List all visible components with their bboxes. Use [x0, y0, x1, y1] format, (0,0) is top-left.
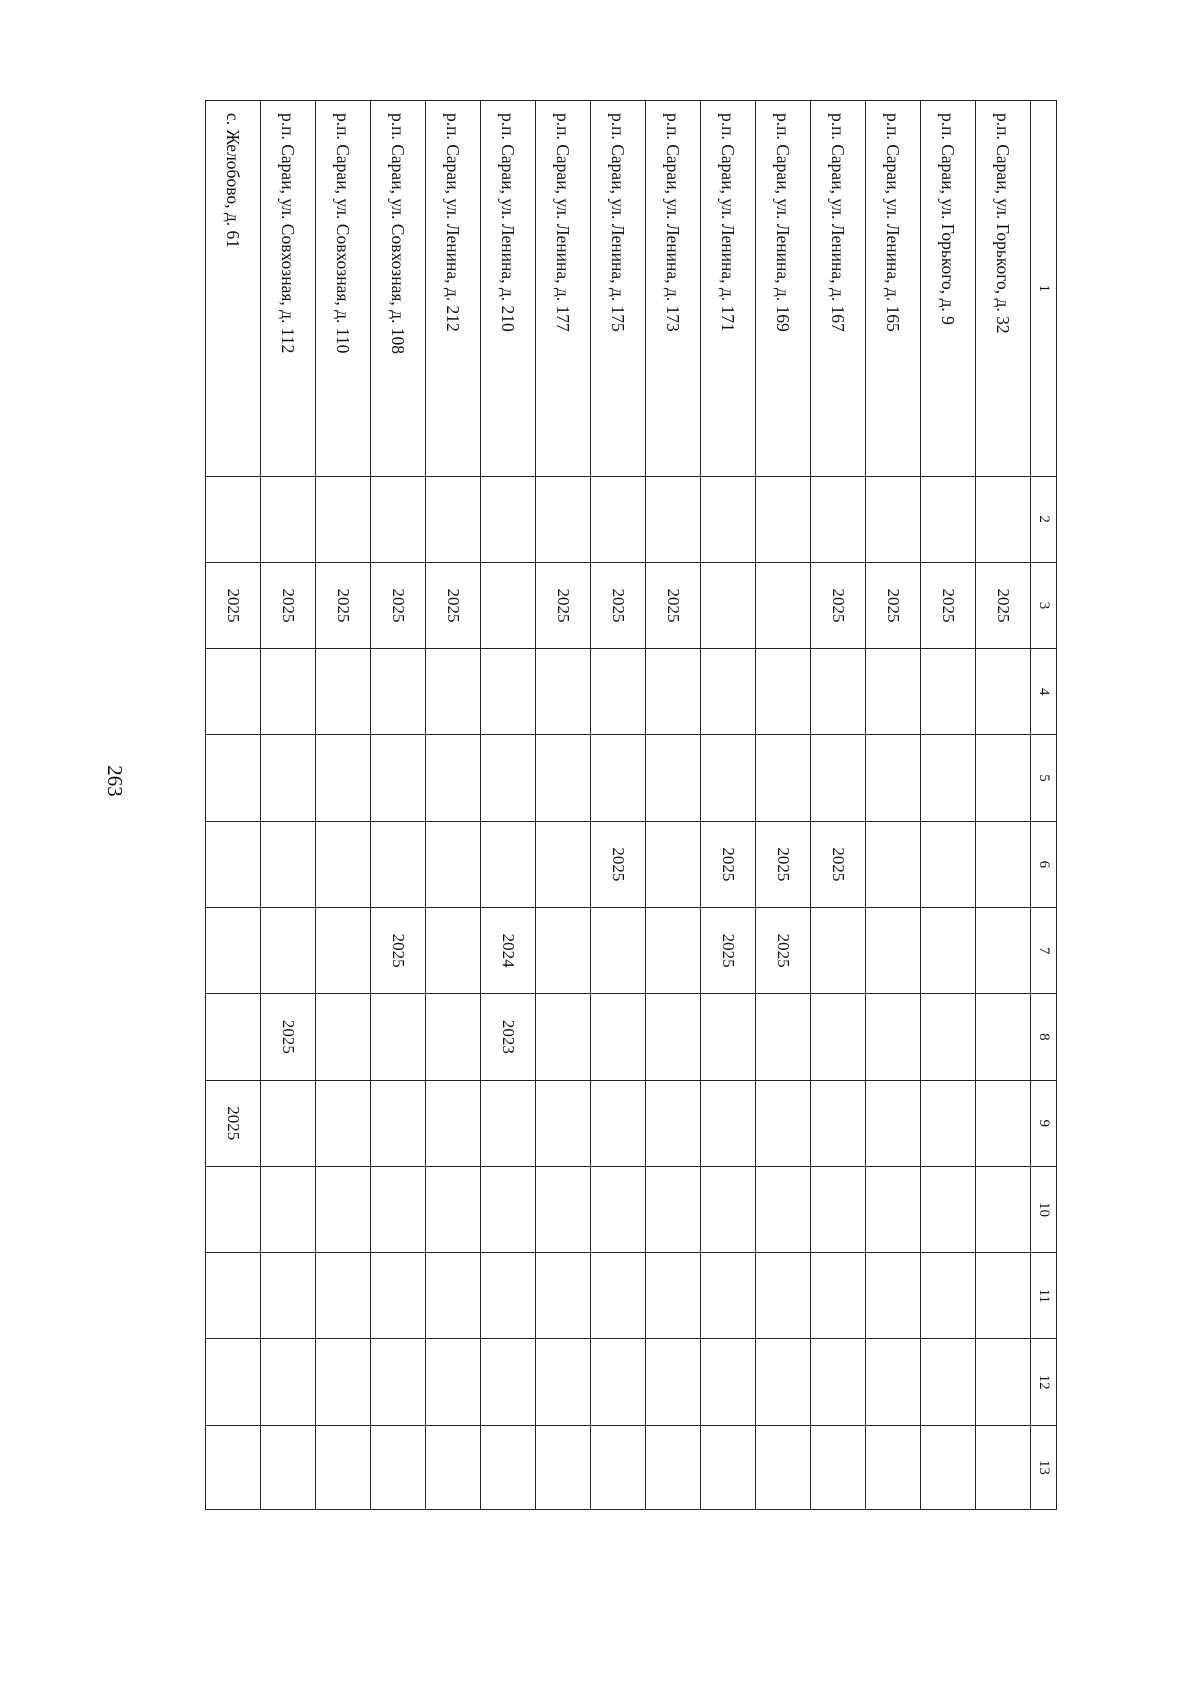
year-cell-col-8: [921, 994, 976, 1080]
year-cell-col-10: [756, 1166, 811, 1252]
year-cell-col-7: [536, 907, 591, 993]
year-cell-col-2: [921, 476, 976, 562]
year-cell-col-4: [206, 649, 261, 735]
year-cell-col-2: [206, 476, 261, 562]
year-cell-col-5: [261, 735, 316, 821]
year-cell-col-6: 2025: [591, 821, 646, 907]
year-cell-col-5: [206, 735, 261, 821]
table-row: [426, 101, 481, 1510]
year-cell-col-4: [701, 649, 756, 735]
year-cell-col-11: [206, 1253, 261, 1339]
table-row: [371, 101, 426, 1510]
year-cell-col-9: [316, 1080, 371, 1166]
year-cell-col-4: [371, 649, 426, 735]
year-cell-col-8: [316, 994, 371, 1080]
year-cell-col-13: [976, 1425, 1031, 1509]
year-cell-col-9: [261, 1080, 316, 1166]
year-cell-col-10: [371, 1166, 426, 1252]
year-cell-col-13: [701, 1425, 756, 1509]
year-cell-col-8: [811, 994, 866, 1080]
year-cell-col-2: [316, 476, 371, 562]
year-cell-col-6: [316, 821, 371, 907]
year-cell-col-2: [756, 476, 811, 562]
year-cell-col-2: [481, 476, 536, 562]
year-cell-col-5: [646, 735, 701, 821]
table-row: [866, 101, 921, 1510]
table-row: [261, 101, 316, 1510]
year-cell-col-6: [426, 821, 481, 907]
year-cell-col-8: [426, 994, 481, 1080]
year-cell-col-6: [481, 821, 536, 907]
year-cell-col-11: [481, 1253, 536, 1339]
year-cell-col-4: [976, 649, 1031, 735]
year-cell-col-2: [646, 476, 701, 562]
year-cell-col-6: [371, 821, 426, 907]
year-cell-col-6: [206, 821, 261, 907]
year-cell-col-10: [976, 1166, 1031, 1252]
column-header-2: 2: [1031, 476, 1057, 562]
year-cell-col-3: 2025: [316, 562, 371, 648]
year-cell-col-9: [866, 1080, 921, 1166]
year-cell-col-4: [426, 649, 481, 735]
year-cell-col-3: 2025: [536, 562, 591, 648]
year-cell-col-2: [701, 476, 756, 562]
year-cell-col-11: [316, 1253, 371, 1339]
year-cell-col-3: [481, 562, 536, 648]
year-cell-col-11: [756, 1253, 811, 1339]
year-cell-col-7: [866, 907, 921, 993]
column-header-4: 4: [1031, 649, 1057, 735]
year-cell-col-2: [811, 476, 866, 562]
year-cell-col-6: [976, 821, 1031, 907]
year-cell-col-8: 2023: [481, 994, 536, 1080]
year-cell-col-7: [921, 907, 976, 993]
address-cell: р.п. Сараи, ул. Ленина, д. 210: [481, 101, 536, 477]
address-cell: р.п. Сараи, ул. Горького, д. 9: [921, 101, 976, 477]
year-cell-col-10: [426, 1166, 481, 1252]
page-number: 263: [103, 765, 127, 797]
year-cell-col-4: [591, 649, 646, 735]
year-cell-col-8: [866, 994, 921, 1080]
year-cell-col-8: [591, 994, 646, 1080]
year-cell-col-5: [316, 735, 371, 821]
year-cell-col-2: [261, 476, 316, 562]
year-cell-col-13: [866, 1425, 921, 1509]
year-cell-col-5: [921, 735, 976, 821]
year-cell-col-9: [701, 1080, 756, 1166]
year-cell-col-6: [261, 821, 316, 907]
year-cell-col-10: [206, 1166, 261, 1252]
year-cell-col-10: [811, 1166, 866, 1252]
year-cell-col-5: [481, 735, 536, 821]
column-header-8: 8: [1031, 994, 1057, 1080]
year-cell-col-13: [206, 1425, 261, 1509]
address-cell: р.п. Сараи, ул. Совхозная, д. 112: [261, 101, 316, 477]
year-cell-col-3: 2025: [811, 562, 866, 648]
year-cell-col-4: [811, 649, 866, 735]
year-cell-col-5: [426, 735, 481, 821]
year-cell-col-6: [536, 821, 591, 907]
year-cell-col-7: 2025: [756, 907, 811, 993]
table-header-row: [1031, 101, 1057, 1510]
table-row: [646, 101, 701, 1510]
year-cell-col-3: 2025: [426, 562, 481, 648]
year-cell-col-11: [811, 1253, 866, 1339]
year-cell-col-12: [591, 1339, 646, 1425]
year-cell-col-4: [866, 649, 921, 735]
year-cell-col-2: [426, 476, 481, 562]
year-cell-col-13: [426, 1425, 481, 1509]
year-cell-col-12: [426, 1339, 481, 1425]
address-cell: р.п. Сараи, ул. Совхозная, д. 110: [316, 101, 371, 477]
year-cell-col-13: [756, 1425, 811, 1509]
year-cell-col-12: [811, 1339, 866, 1425]
table-row: [206, 101, 261, 1510]
year-cell-col-5: [756, 735, 811, 821]
year-cell-col-10: [646, 1166, 701, 1252]
year-cell-col-13: [261, 1425, 316, 1509]
year-cell-col-12: [316, 1339, 371, 1425]
column-header-12: 12: [1031, 1339, 1057, 1425]
year-cell-col-4: [756, 649, 811, 735]
year-cell-col-5: [371, 735, 426, 821]
year-cell-col-13: [316, 1425, 371, 1509]
table-row: [756, 101, 811, 1510]
address-cell: р.п. Сараи, ул. Ленина, д. 175: [591, 101, 646, 477]
year-cell-col-5: [866, 735, 921, 821]
year-cell-col-12: [921, 1339, 976, 1425]
year-cell-col-10: [316, 1166, 371, 1252]
year-cell-col-7: [976, 907, 1031, 993]
year-cell-col-13: [536, 1425, 591, 1509]
year-cell-col-11: [426, 1253, 481, 1339]
year-cell-col-2: [371, 476, 426, 562]
address-cell: р.п. Сараи, ул. Горького, д. 32: [976, 101, 1031, 477]
year-cell-col-7: 2024: [481, 907, 536, 993]
year-cell-col-7: 2025: [371, 907, 426, 993]
year-cell-col-7: [316, 907, 371, 993]
year-cell-col-10: [866, 1166, 921, 1252]
year-cell-col-3: 2025: [646, 562, 701, 648]
year-cell-col-11: [866, 1253, 921, 1339]
year-cell-col-4: [536, 649, 591, 735]
year-cell-col-13: [591, 1425, 646, 1509]
table-row: [701, 101, 756, 1510]
year-cell-col-6: [866, 821, 921, 907]
year-cell-col-8: [206, 994, 261, 1080]
address-cell: р.п. Сараи, ул. Ленина, д. 171: [701, 101, 756, 477]
year-cell-col-10: [481, 1166, 536, 1252]
address-cell: р.п. Сараи, ул. Ленина, д. 165: [866, 101, 921, 477]
year-cell-col-13: [481, 1425, 536, 1509]
year-cell-col-12: [481, 1339, 536, 1425]
year-cell-col-6: 2025: [811, 821, 866, 907]
year-cell-col-12: [701, 1339, 756, 1425]
year-cell-col-11: [976, 1253, 1031, 1339]
year-cell-col-11: [921, 1253, 976, 1339]
year-cell-col-3: 2025: [921, 562, 976, 648]
year-cell-col-5: [701, 735, 756, 821]
year-cell-col-5: [536, 735, 591, 821]
year-cell-col-8: [756, 994, 811, 1080]
year-cell-col-8: [646, 994, 701, 1080]
year-cell-col-2: [976, 476, 1031, 562]
year-cell-col-12: [536, 1339, 591, 1425]
year-cell-col-8: [976, 994, 1031, 1080]
year-cell-col-5: [591, 735, 646, 821]
column-header-13: 13: [1031, 1425, 1057, 1509]
year-cell-col-9: [921, 1080, 976, 1166]
year-cell-col-9: [426, 1080, 481, 1166]
year-cell-col-13: [371, 1425, 426, 1509]
year-cell-col-10: [536, 1166, 591, 1252]
year-cell-col-2: [866, 476, 921, 562]
year-cell-col-9: 2025: [206, 1080, 261, 1166]
document-table-wrapper: [135, 100, 1057, 1510]
year-cell-col-10: [591, 1166, 646, 1252]
year-cell-col-11: [591, 1253, 646, 1339]
year-cell-col-8: 2025: [261, 994, 316, 1080]
year-cell-col-12: [976, 1339, 1031, 1425]
year-cell-col-13: [811, 1425, 866, 1509]
year-cell-col-7: [591, 907, 646, 993]
year-cell-col-3: 2025: [261, 562, 316, 648]
year-cell-col-7: 2025: [701, 907, 756, 993]
year-cell-col-4: [646, 649, 701, 735]
year-cell-col-4: [261, 649, 316, 735]
table-row: [921, 101, 976, 1510]
table-body: [206, 101, 1031, 1510]
year-cell-col-6: [921, 821, 976, 907]
year-cell-col-10: [701, 1166, 756, 1252]
year-cell-col-3: 2025: [591, 562, 646, 648]
year-cell-col-9: [646, 1080, 701, 1166]
year-cell-col-3: 2025: [976, 562, 1031, 648]
column-header-7: 7: [1031, 907, 1057, 993]
year-cell-col-9: [976, 1080, 1031, 1166]
year-cell-col-10: [921, 1166, 976, 1252]
year-cell-col-6: 2025: [756, 821, 811, 907]
year-cell-col-9: [756, 1080, 811, 1166]
year-cell-col-12: [646, 1339, 701, 1425]
year-cell-col-4: [481, 649, 536, 735]
year-cell-col-3: [701, 562, 756, 648]
column-header-9: 9: [1031, 1080, 1057, 1166]
year-cell-col-11: [536, 1253, 591, 1339]
table-row: [536, 101, 591, 1510]
column-header-3: 3: [1031, 562, 1057, 648]
year-cell-col-12: [756, 1339, 811, 1425]
year-cell-col-9: [536, 1080, 591, 1166]
address-cell: р.п. Сараи, ул. Совхозная, д. 108: [371, 101, 426, 477]
address-cell: р.п. Сараи, ул. Ленина, д. 173: [646, 101, 701, 477]
year-cell-col-12: [866, 1339, 921, 1425]
column-header-1: 1: [1031, 101, 1057, 477]
address-cell: р.п. Сараи, ул. Ленина, д. 167: [811, 101, 866, 477]
year-cell-col-8: [371, 994, 426, 1080]
column-header-6: 6: [1031, 821, 1057, 907]
year-cell-col-11: [371, 1253, 426, 1339]
year-cell-col-6: 2025: [701, 821, 756, 907]
year-cell-col-9: [371, 1080, 426, 1166]
address-cell: с. Желобово, д. 61: [206, 101, 261, 477]
year-cell-col-5: [976, 735, 1031, 821]
year-cell-col-4: [316, 649, 371, 735]
year-cell-col-12: [371, 1339, 426, 1425]
year-cell-col-3: 2025: [371, 562, 426, 648]
year-cell-col-8: [536, 994, 591, 1080]
year-cell-col-11: [646, 1253, 701, 1339]
table-row: [481, 101, 536, 1510]
table-row: [316, 101, 371, 1510]
year-cell-col-9: [481, 1080, 536, 1166]
year-cell-col-4: [921, 649, 976, 735]
year-cell-col-2: [591, 476, 646, 562]
year-cell-col-11: [261, 1253, 316, 1339]
year-cell-col-2: [536, 476, 591, 562]
year-cell-col-9: [591, 1080, 646, 1166]
year-cell-col-13: [646, 1425, 701, 1509]
column-header-11: 11: [1031, 1253, 1057, 1339]
year-cell-col-3: 2025: [206, 562, 261, 648]
year-cell-col-7: [426, 907, 481, 993]
table-row: [811, 101, 866, 1510]
year-cell-col-8: [701, 994, 756, 1080]
year-cell-col-10: [261, 1166, 316, 1252]
year-cell-col-12: [261, 1339, 316, 1425]
year-cell-col-7: [206, 907, 261, 993]
year-cell-col-3: 2025: [866, 562, 921, 648]
address-cell: р.п. Сараи, ул. Ленина, д. 177: [536, 101, 591, 477]
address-cell: р.п. Сараи, ул. Ленина, д. 212: [426, 101, 481, 477]
year-cell-col-9: [811, 1080, 866, 1166]
year-cell-col-7: [646, 907, 701, 993]
table-row: [976, 101, 1031, 1510]
year-cell-col-7: [261, 907, 316, 993]
year-cell-col-3: [756, 562, 811, 648]
year-cell-col-11: [701, 1253, 756, 1339]
year-cell-col-5: [811, 735, 866, 821]
year-cell-col-7: [811, 907, 866, 993]
table-row: [591, 101, 646, 1510]
column-header-5: 5: [1031, 735, 1057, 821]
year-cell-col-13: [921, 1425, 976, 1509]
column-header-10: 10: [1031, 1166, 1057, 1252]
schedule-table: [205, 100, 1057, 1510]
address-cell: р.п. Сараи, ул. Ленина, д. 169: [756, 101, 811, 477]
year-cell-col-12: [206, 1339, 261, 1425]
year-cell-col-6: [646, 821, 701, 907]
